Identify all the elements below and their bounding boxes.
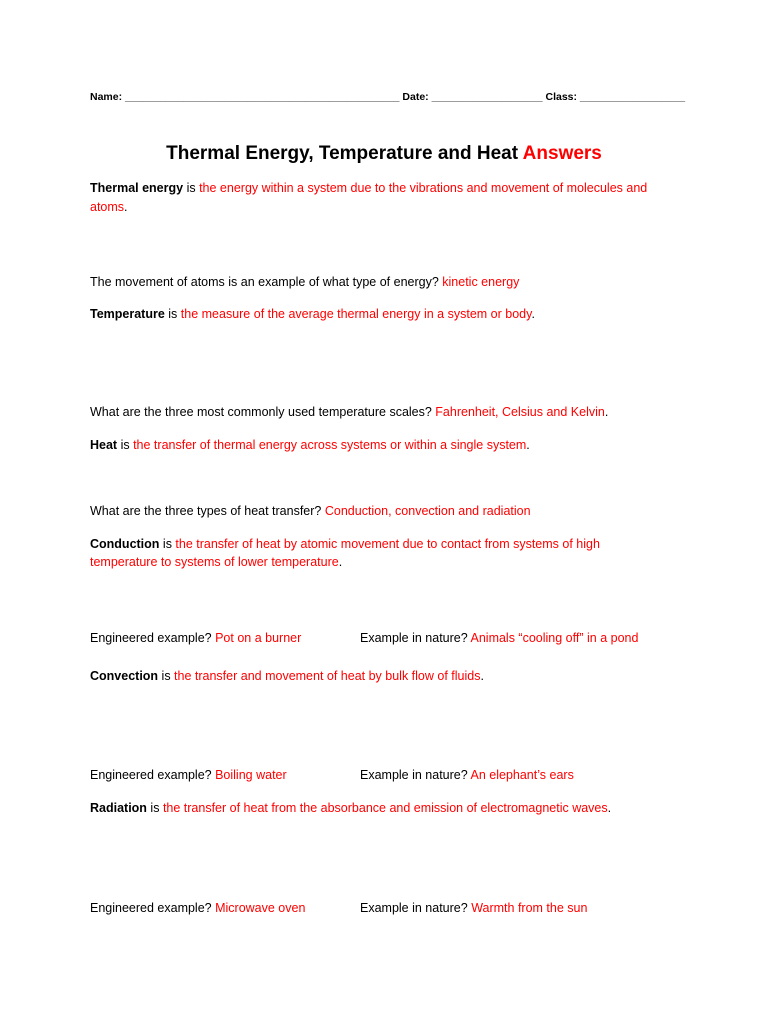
convection-connector: is xyxy=(158,669,175,683)
convection-examples xyxy=(90,766,574,784)
heat-answer: the transfer of thermal energy across systems or within a single system xyxy=(133,438,527,452)
transfer-question-text: What are the three types of heat transfer? xyxy=(90,504,325,518)
radiation-answer: the transfer of heat from the absorbance and emission of electromagnetic waves xyxy=(162,801,608,815)
transfer-answer: Conduction, convection and radiation xyxy=(324,504,531,518)
thermal-energy-connector: is xyxy=(183,181,200,195)
scales-question xyxy=(90,403,608,421)
conduction-definition xyxy=(90,535,600,553)
thermal-energy-definition-cont xyxy=(90,198,128,216)
conduction-examples xyxy=(90,629,639,647)
temperature-term: Temperature xyxy=(90,307,165,321)
heat-connector: is xyxy=(117,438,134,452)
scales-question-text: What are the three most commonly used temperature scales? xyxy=(90,405,436,419)
convection-period: . xyxy=(480,669,484,683)
convection-engineered-answer: Boiling water xyxy=(215,768,287,782)
convection-engineered-label: Engineered example? xyxy=(90,768,216,782)
temperature-period: . xyxy=(531,307,535,321)
radiation-nature-label: Example in nature? xyxy=(360,901,472,915)
temperature-definition xyxy=(90,305,535,323)
heat-definition xyxy=(90,436,530,454)
title-answers: Answers xyxy=(522,143,602,164)
class-label: Class: xyxy=(545,91,577,103)
movement-answer: kinetic energy xyxy=(442,275,520,289)
convection-nature xyxy=(360,766,574,784)
convection-nature-answer: An elephant’s ears xyxy=(470,768,574,782)
radiation-term: Radiation xyxy=(90,801,147,815)
thermal-energy-definition xyxy=(90,179,647,197)
thermal-energy-term: Thermal energy xyxy=(90,181,184,195)
thermal-energy-line1: the energy within a system due to the vibrations and movement of molecules and xyxy=(199,181,648,195)
conduction-nature xyxy=(360,629,638,647)
conduction-period: . xyxy=(338,555,343,569)
scales-period: . xyxy=(604,405,609,419)
convection-answer: the transfer and movement of heat by bulk flow of fluids xyxy=(174,669,481,683)
scales-answer: Fahrenheit, Celsius and Kelvin xyxy=(435,405,605,419)
convection-definition xyxy=(90,667,484,685)
thermal-energy-period: . xyxy=(124,200,128,214)
conduction-engineered-answer: Pot on a burner xyxy=(215,631,302,645)
radiation-engineered-answer: Microwave oven xyxy=(215,901,306,915)
class-blank: __________________ xyxy=(579,91,686,103)
conduction-nature-label: Example in nature? xyxy=(360,631,471,645)
conduction-engineered-label: Engineered example? xyxy=(90,631,216,645)
conduction-line1: the transfer of heat by atomic movement due to contact from systems of high xyxy=(175,537,600,551)
conduction-line2: temperature to systems of lower temperature xyxy=(90,555,339,569)
convection-term: Convection xyxy=(90,669,159,683)
heat-period: . xyxy=(526,438,530,452)
convection-nature-label: Example in nature? xyxy=(360,768,471,782)
radiation-examples xyxy=(90,899,588,917)
date-label: Date: xyxy=(402,91,429,103)
radiation-nature-answer: Warmth from the sun xyxy=(471,901,588,915)
worksheet-header xyxy=(90,91,685,103)
movement-question-text: The movement of atoms is an example of what type of energy? xyxy=(90,275,443,289)
radiation-nature xyxy=(360,899,587,917)
page-title xyxy=(0,143,768,165)
radiation-period: . xyxy=(607,801,612,815)
conduction-definition-cont xyxy=(90,553,342,571)
name-label: Name: xyxy=(90,91,123,103)
transfer-question xyxy=(90,502,531,520)
movement-question xyxy=(90,273,519,291)
temperature-connector: is xyxy=(164,307,181,321)
name-blank: _______________________________________________ xyxy=(125,91,400,103)
title-main: Thermal Energy, Temperature and Heat xyxy=(166,143,519,164)
thermal-energy-line2: atoms xyxy=(90,200,125,214)
conduction-term: Conduction xyxy=(90,537,160,551)
conduction-connector: is xyxy=(159,537,176,551)
date-blank: ___________________ xyxy=(431,91,543,103)
heat-term: Heat xyxy=(90,438,118,452)
conduction-nature-answer: Animals “cooling off” in a pond xyxy=(470,631,639,645)
radiation-definition xyxy=(90,799,611,817)
radiation-engineered-label: Engineered example? xyxy=(90,901,216,915)
temperature-answer: the measure of the average thermal energy in a system or body xyxy=(180,307,532,321)
radiation-connector: is xyxy=(146,801,163,815)
